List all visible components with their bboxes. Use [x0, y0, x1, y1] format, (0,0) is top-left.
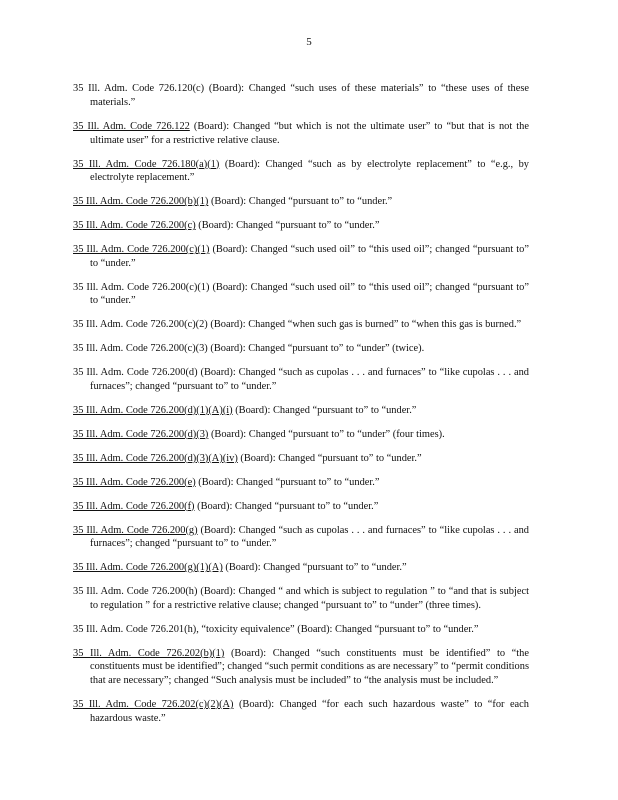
- amendment-description: (Board): Changed “but which is not the ultimate user” to “but that is not the ultimate user” for a restrictive relative clause.: [90, 120, 529, 146]
- amendment-description: (Board): Changed “such as cupolas . . . and furnaces” to “like cupolas . . . and furnaces”; changed “pursuant to” to “under.”: [90, 524, 529, 550]
- amendment-description: (Board): Changed “such used oil” to “this used oil”; changed “pursuant to” to “under.”: [90, 244, 529, 269]
- amendment-entry: [73, 476, 529, 490]
- code-citation: 35 Ill. Adm. Code 726.200(c)(3): [73, 343, 208, 355]
- amendment-entry: [73, 281, 529, 308]
- amendment-entry: [73, 698, 529, 725]
- amendment-entry: [73, 585, 529, 612]
- amendment-list: [73, 72, 529, 731]
- amendment-description: (Board): Changed “such used oil” to “this used oil”; changed “pursuant to” to “under.”: [90, 281, 529, 307]
- amendment-description: (Board): Changed “such uses of these materials” to “these uses of these materials.”: [90, 83, 530, 108]
- amendment-description: (Board): Changed “pursuant to” to “under.”: [225, 562, 407, 574]
- code-citation: 35 Ill. Adm. Code 726.200(c): [73, 220, 196, 232]
- amendment-entry: [73, 561, 529, 575]
- code-citation: 35 Ill. Adm. Code 726.201(h), “toxicity equivalence”: [73, 623, 295, 635]
- amendment-description: (Board): Changed “such as cupolas . . . and furnaces” to “like cupolas . . . and furnaces”; changed “pursuant to” to “under.”: [90, 367, 529, 392]
- amendment-entry: [73, 500, 529, 514]
- code-citation: 35 Ill. Adm. Code 726.200(c)(1): [73, 281, 210, 293]
- code-citation: 35 Ill. Adm. Code 726.200(d): [73, 367, 198, 379]
- amendment-description: (Board): Changed “such constituents must be identified” to “the constituents must be identified”; changed “such permit conditions as are necessary” to “permit conditions that are necessary”; changed “Such analysis must be included” to “the analysis must be included.”: [90, 647, 529, 687]
- amendment-entry: [73, 195, 529, 209]
- amendment-entry: [73, 219, 529, 233]
- amendment-entry: [73, 404, 529, 418]
- amendment-description: (Board): Changed “pursuant to” to “under.”: [197, 500, 379, 512]
- amendment-description: (Board): Changed “pursuant to” to “under.”: [235, 404, 417, 416]
- code-citation: 35 Ill. Adm. Code 726.180(a)(1): [73, 158, 220, 170]
- amendment-description: (Board): Changed “pursuant to” to “under” (four times).: [210, 428, 445, 440]
- code-citation: 35 Ill. Adm. Code 726.200(g): [73, 524, 198, 536]
- amendment-entry: [73, 452, 529, 466]
- code-citation: 35 Ill. Adm. Code 726.202(c)(2)(A): [73, 699, 234, 711]
- amendment-entry: [73, 647, 529, 688]
- amendment-description: (Board): Changed “pursuant to” to “under.”: [297, 623, 479, 635]
- amendment-entry: [73, 428, 529, 442]
- code-citation: 35 Ill. Adm. Code 726.200(f): [73, 500, 195, 512]
- amendment-description: (Board): Changed “for each such hazardous waste” to “for each hazardous waste.”: [90, 699, 529, 724]
- amendment-entry: [73, 158, 529, 185]
- code-citation: 35 Ill. Adm. Code 726.200(c)(1): [73, 244, 210, 256]
- code-citation: 35 Ill. Adm. Code 726.202(b)(1): [73, 647, 225, 659]
- code-citation: 35 Ill. Adm. Code 726.200(e): [73, 476, 196, 488]
- code-citation: 35 Ill. Adm. Code 726.122: [73, 120, 190, 132]
- amendment-description: (Board): Changed “when such gas is burned” to “when this gas is burned.”: [210, 319, 522, 331]
- code-citation: 35 Ill. Adm. Code 726.200(c)(2): [73, 319, 208, 331]
- code-citation: 35 Ill. Adm. Code 726.200(g)(1)(A): [73, 562, 223, 574]
- amendment-entry: [73, 524, 529, 551]
- amendment-description: (Board): Changed “pursuant to” to “under.”: [240, 452, 422, 464]
- amendment-description: (Board): Changed “pursuant to” to “under.”: [210, 196, 393, 208]
- code-citation: 35 Ill. Adm. Code 726.200(d)(3)(A)(iv): [73, 452, 238, 464]
- amendment-description: (Board): Changed “such as by electrolyte replacement” to “e.g., by electrolyte replacement.”: [90, 158, 529, 184]
- amendment-entry: [73, 243, 529, 270]
- amendment-description: (Board): Changed “pursuant to” to “under.”: [198, 220, 380, 232]
- amendment-entry: [73, 82, 529, 109]
- code-citation: 35 Ill. Adm. Code 726.200(h): [73, 586, 198, 598]
- code-citation: 35 Ill. Adm. Code 726.200(b)(1): [73, 196, 209, 208]
- amendment-entry: [73, 120, 529, 147]
- amendment-entry: [73, 318, 529, 332]
- amendment-description: (Board): Changed “pursuant to” to “under.”: [198, 476, 380, 488]
- amendment-entry: [73, 623, 529, 637]
- amendment-description: (Board): Changed “ and which is subject to regulation ” to “and that is subject to regulation ” for a restrictive relative clause; changed “pursuant to” to “under” (three times).: [90, 586, 529, 611]
- code-citation: 35 Ill. Adm. Code 726.120(c): [73, 83, 205, 95]
- code-citation: 35 Ill. Adm. Code 726.200(d)(3): [73, 428, 209, 440]
- amendment-entry: [73, 342, 529, 356]
- amendment-entry: [73, 366, 529, 393]
- amendment-description: (Board): Changed “pursuant to” to “under” (twice).: [210, 343, 425, 355]
- code-citation: 35 Ill. Adm. Code 726.200(d)(1)(A)(i): [73, 404, 233, 416]
- page-number: 5: [306, 36, 312, 48]
